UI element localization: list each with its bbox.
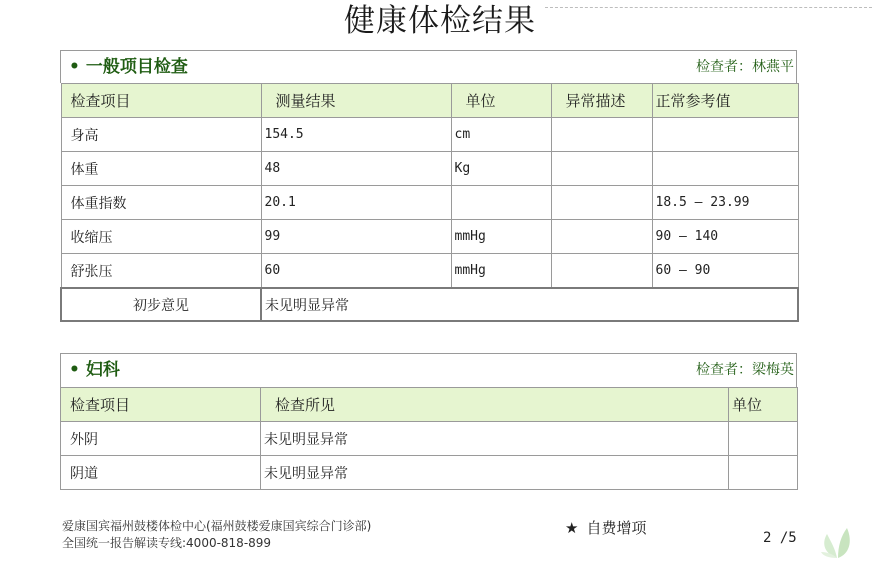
item-cell: 舒张压 xyxy=(61,254,261,289)
item-cell: 外阴 xyxy=(61,422,261,456)
unit-cell: mmHg xyxy=(451,254,551,289)
center-name: 爱康国宾福州鼓楼体检中心(福州鼓楼爱康国宾综合门诊部) xyxy=(62,519,372,533)
table-row xyxy=(61,152,798,186)
abnormal-cell xyxy=(551,220,652,254)
general-exam-section xyxy=(60,50,797,322)
unit-cell: cm xyxy=(451,118,551,152)
hotline-text: 全国统一报告解读专线:4000-818-899 xyxy=(62,536,272,550)
abnormal-cell xyxy=(551,118,652,152)
result-cell: 99 xyxy=(261,220,451,254)
table-row xyxy=(61,456,798,490)
table-row xyxy=(61,254,798,289)
col-header: 测量结果 xyxy=(261,84,451,118)
general-exam-table xyxy=(60,83,799,322)
table-header-row xyxy=(61,84,798,118)
general-exam-title: • 一般项目检查 xyxy=(69,57,188,77)
bullet-dot-icon: • xyxy=(69,360,80,380)
finding-cell: 未见明显异常 xyxy=(261,422,729,456)
unit-cell: Kg xyxy=(451,152,551,186)
col-header: 单位 xyxy=(729,388,798,422)
self-pay-note xyxy=(565,517,646,538)
reference-cell xyxy=(652,118,798,152)
table-row xyxy=(61,118,798,152)
reference-cell: 18.5 — 23.99 xyxy=(652,186,798,220)
unit-cell: mmHg xyxy=(451,220,551,254)
item-cell: 阴道 xyxy=(61,456,261,490)
reference-cell: 90 — 140 xyxy=(652,220,798,254)
col-header: 正常参考值 xyxy=(652,84,798,118)
gynecology-section xyxy=(60,353,797,490)
abnormal-cell xyxy=(551,254,652,289)
unit-cell xyxy=(729,456,798,490)
finding-cell: 未见明显异常 xyxy=(261,456,729,490)
result-cell: 60 xyxy=(261,254,451,289)
summary-label: 初步意见 xyxy=(61,288,261,321)
col-header: 单位 xyxy=(451,84,551,118)
unit-cell xyxy=(451,186,551,220)
result-cell: 154.5 xyxy=(261,118,451,152)
leaf-logo-icon xyxy=(817,522,857,562)
general-exam-header xyxy=(60,50,797,83)
table-row xyxy=(61,422,798,456)
abnormal-cell xyxy=(551,186,652,220)
item-cell: 收缩压 xyxy=(61,220,261,254)
col-header: 检查所见 xyxy=(261,388,729,422)
col-header: 检查项目 xyxy=(61,84,261,118)
reference-cell xyxy=(652,152,798,186)
item-cell: 身高 xyxy=(61,118,261,152)
gynecology-title: • 妇科 xyxy=(69,360,120,380)
reference-cell: 60 — 90 xyxy=(652,254,798,289)
col-header: 异常描述 xyxy=(551,84,652,118)
gynecology-inspector: 检查者：梁梅英 xyxy=(696,362,794,378)
summary-value: 未见明显异常 xyxy=(261,288,798,321)
footer-info xyxy=(62,518,371,552)
result-cell: 48 xyxy=(261,152,451,186)
page-number: 2 /5 xyxy=(763,530,797,546)
general-exam-inspector: 检查者：林燕平 xyxy=(696,59,794,75)
gynecology-header xyxy=(60,353,797,387)
result-cell: 20.1 xyxy=(261,186,451,220)
page-title: 健康体检结果 xyxy=(344,3,536,39)
bullet-dot-icon: • xyxy=(69,57,80,77)
col-header: 检查项目 xyxy=(61,388,261,422)
self-pay-label: 自费增项 xyxy=(586,519,647,537)
abnormal-cell xyxy=(551,152,652,186)
star-icon: ★ xyxy=(565,519,579,537)
unit-cell xyxy=(729,422,798,456)
table-header-row xyxy=(61,388,798,422)
table-row xyxy=(61,186,798,220)
item-cell: 体重 xyxy=(61,152,261,186)
table-row xyxy=(61,220,798,254)
summary-row xyxy=(61,288,798,321)
gynecology-table xyxy=(60,387,798,490)
item-cell: 体重指数 xyxy=(61,186,261,220)
